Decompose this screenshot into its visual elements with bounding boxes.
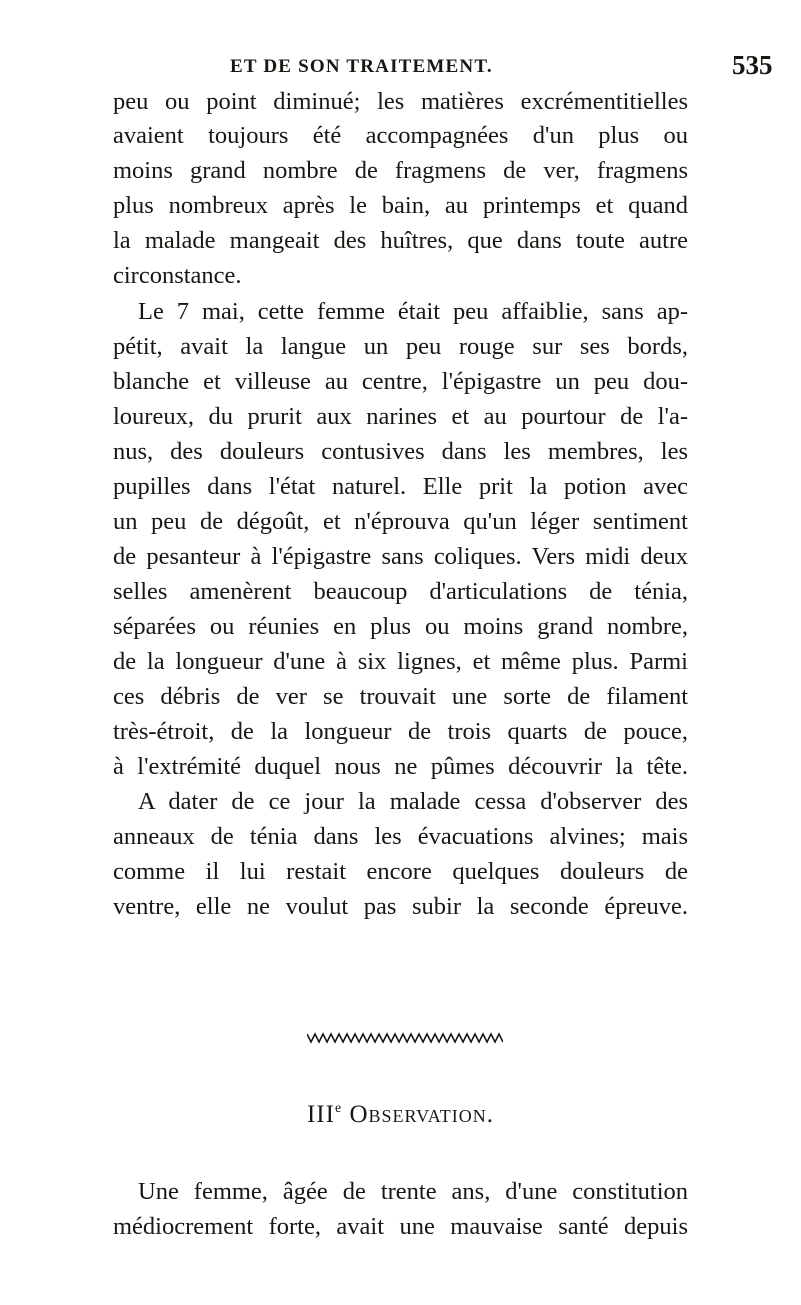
body-line: plus nombreux après le bain, au printemps et quand <box>113 192 688 219</box>
body-line: la malade mangeait des huîtres, que dans toute autre <box>113 227 688 254</box>
body-line: comme il lui restait encore quelques douleurs de <box>113 858 688 885</box>
running-title: ET DE SON TRAITEMENT. <box>230 56 493 77</box>
body-line: ces débris de ver se trouvait une sorte de filament <box>113 683 688 710</box>
body-line: loureux, du prurit aux narines et au pourtour de l'a- <box>113 403 688 430</box>
section-title: Observation. <box>349 1101 494 1128</box>
body-line: ventre, elle ne voulut pas subir la seconde épreuve. <box>113 893 688 920</box>
body-line: circonstance. <box>113 262 242 289</box>
section-numeral: III <box>306 1101 335 1128</box>
body-line: peu ou point diminué; les matières excrémentitielles <box>113 88 688 115</box>
body-line: Le 7 mai, cette femme était peu affaiblie, sans ap- <box>138 298 688 325</box>
section-line: Une femme, âgée de trente ans, d'une constitution <box>138 1178 688 1205</box>
body-line: blanche et villeuse au centre, l'épigastre un peu dou- <box>113 368 688 395</box>
body-line: pétit, avait la langue un peu rouge sur ses bords, <box>113 333 688 360</box>
body-line: séparées ou réunies en plus ou moins grand nombre, <box>113 613 688 640</box>
body-line: à l'extrémité duquel nous ne pûmes découvrir la tête. <box>113 753 688 780</box>
section-numeral-superscript: e <box>334 1101 343 1116</box>
page-number: 535 <box>732 50 773 80</box>
body-line: selles amenèrent beaucoup d'articulations de ténia, <box>113 578 688 605</box>
body-line: de la longueur d'une à six lignes, et même plus. Parmi <box>113 648 688 675</box>
body-line: un peu de dégoût, et n'éprouva qu'un léger sentiment <box>113 508 688 535</box>
body-line: pupilles dans l'état naturel. Elle prit la potion avec <box>113 473 688 500</box>
zigzag-ornament-divider <box>307 1031 503 1045</box>
section-heading <box>0 1101 801 1129</box>
body-line: A dater de ce jour la malade cessa d'observer des <box>138 788 688 815</box>
body-line: avaient toujours été accompagnées d'un plus ou <box>113 122 688 149</box>
body-line: anneaux de ténia dans les évacuations alvines; mais <box>113 823 688 850</box>
section-line: médiocrement forte, avait une mauvaise santé depuis <box>113 1213 688 1240</box>
body-line: de pesanteur à l'épigastre sans coliques. Vers midi deux <box>113 543 688 570</box>
body-line: moins grand nombre de fragmens de ver, fragmens <box>113 157 688 184</box>
body-line: très-étroit, de la longueur de trois quarts de pouce, <box>113 718 688 745</box>
body-line: nus, des douleurs contusives dans les membres, les <box>113 438 688 465</box>
